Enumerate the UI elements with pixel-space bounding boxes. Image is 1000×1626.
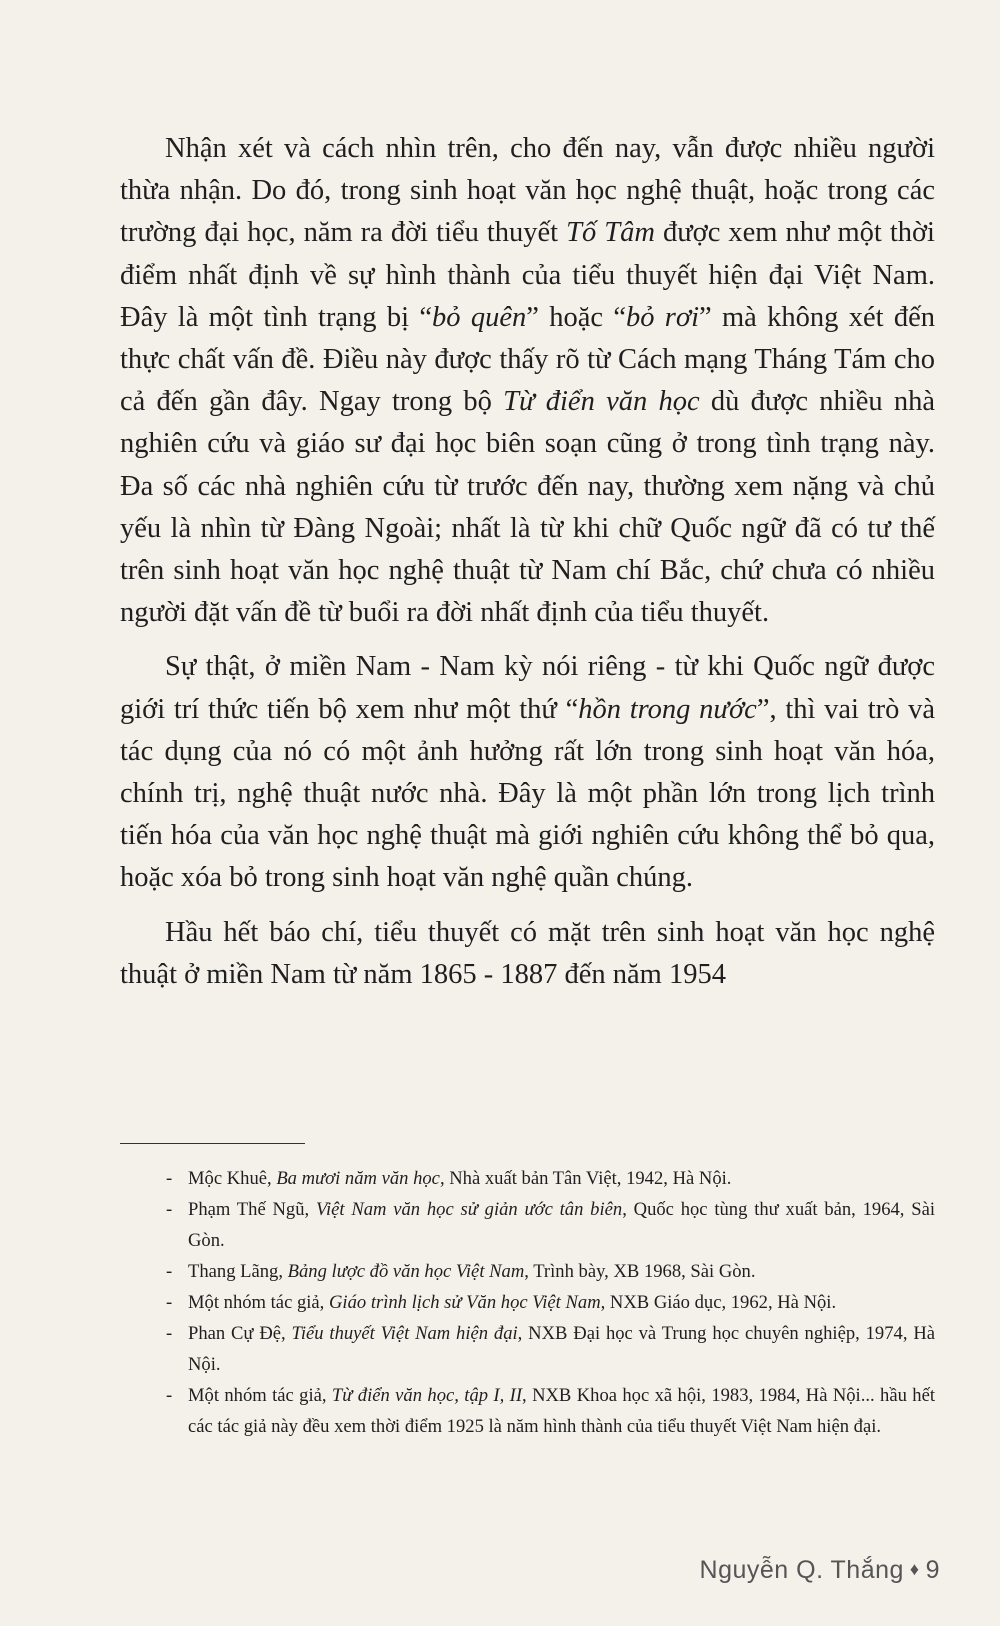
text-run: Mộc Khuê, [188, 1168, 277, 1189]
text-run: ” mà không xét đến thực chất vấn đề. Điều này được thấy rõ từ Cách mạng Tháng Tám cho cả đến gần đây. Ngay trong bộ [120, 301, 935, 418]
italic-title: Từ điển văn học [503, 386, 700, 418]
page-number: 9 [925, 1556, 940, 1584]
footnotes-list [162, 1163, 935, 1442]
italic-title: Ba mươi năm văn học [276, 1168, 440, 1189]
text-run: dù được nhiều nhà nghiên cứu và giáo sư đại học biên soạn cũng ở trong tình trạng này. Đa số các nhà nghiên cứu từ trước đến nay, thường xem nặng và chủ yếu là nhìn từ Đàng Ngoài; nhất là từ khi chữ Quốc ngữ đã có tư thế trên sinh hoạt văn học nghệ thuật từ Nam chí Bắc, chứ chưa có nhiều người đặt vấn đề từ buổi ra đời nhất định của tiểu thuyết. [120, 386, 935, 629]
footnote-item [162, 1194, 935, 1256]
footnote-divider [120, 1143, 305, 1144]
text-run: Sự thật, ở miền Nam - Nam kỳ nói riêng - từ khi Quốc ngữ được giới trí thức tiến bộ xem như một thứ “ [120, 651, 935, 725]
italic-title: Việt Nam văn học sử giản ước tân biên [315, 1199, 623, 1220]
italic-title: Từ điển văn học, tập I, II [331, 1385, 523, 1406]
italic-title: hồn trong nước [578, 693, 757, 725]
text-run: , Trình bày, XB 1968, Sài Gòn. [524, 1261, 756, 1282]
text-run: ” hoặc “ [526, 301, 626, 333]
text-run: Phạm Thế Ngũ, [188, 1199, 316, 1220]
footnote-item [162, 1380, 935, 1442]
footnote-item [162, 1163, 935, 1194]
page-footer [700, 1556, 940, 1585]
italic-title: Giáo trình lịch sử Văn học Việt Nam [328, 1292, 601, 1313]
body-paragraph [120, 128, 935, 634]
footnote-item [162, 1287, 935, 1318]
text-run: Một nhóm tác giả, [188, 1292, 329, 1313]
author-name: Nguyễn Q. Thắng [699, 1556, 904, 1584]
text-run: Phan Cự Đệ, [188, 1323, 292, 1344]
main-text [120, 128, 935, 1008]
footnote-item [162, 1256, 935, 1287]
text-run: , NXB Giáo dục, 1962, Hà Nội. [600, 1292, 837, 1313]
text-run: , NXB Khoa học xã hội, 1983, 1984, Hà Nội... hầu hết các tác giả này đều xem thời điểm 1925 là năm hình thành của tiểu thuyết Việt Nam hiện đại. [188, 1385, 935, 1437]
text-run: Một nhóm tác giả, [188, 1385, 332, 1406]
italic-title: bỏ quên [432, 301, 527, 333]
italic-title: Tố Tâm [566, 217, 655, 249]
text-run: được xem như một thời điểm nhất định về sự hình thành của tiểu thuyết hiện đại Việt Nam. Đây là một tình trạng bị “ [120, 217, 935, 333]
text-run: Nhận xét và cách nhìn trên, cho đến nay, vẫn được nhiều người thừa nhận. Do đó, trong sinh hoạt văn học nghệ thuật, hoặc trong các trường đại học, năm ra đời tiểu thuyết [120, 133, 935, 249]
italic-title: Bảng lược đồ văn học Việt Nam [287, 1261, 525, 1282]
italic-title: Tiểu thuyết Việt Nam hiện đại [291, 1323, 518, 1344]
text-run: , Quốc học tùng thư xuất bản, 1964, Sài Gòn. [188, 1199, 935, 1251]
footnote-item [162, 1318, 935, 1380]
diamond-separator-icon: ♦ [909, 1559, 920, 1579]
text-run: ”, thì vai trò và tác dụng của nó có một ảnh hưởng rất lớn trong sinh hoạt văn hóa, chính trị, nghệ thuật nước nhà. Đây là một phần lớn trong lịch trình tiến hóa của văn học nghệ thuật mà giới nghiên cứu không thể bỏ qua, hoặc xóa bỏ trong sinh hoạt văn nghệ quần chúng. [120, 693, 935, 894]
text-run: Hầu hết báo chí, tiểu thuyết có mặt trên sinh hoạt văn học nghệ thuật ở miền Nam từ năm 1865 - 1887 đến năm 1954 [120, 916, 935, 990]
text-run: , NXB Đại học và Trung học chuyên nghiệp, 1974, Hà Nội. [188, 1323, 935, 1375]
text-run: , Nhà xuất bản Tân Việt, 1942, Hà Nội. [439, 1168, 732, 1189]
italic-title: bỏ rơi [625, 301, 700, 333]
text-run: Thang Lãng, [188, 1261, 288, 1282]
body-paragraph [120, 912, 935, 996]
body-paragraph [120, 646, 935, 899]
